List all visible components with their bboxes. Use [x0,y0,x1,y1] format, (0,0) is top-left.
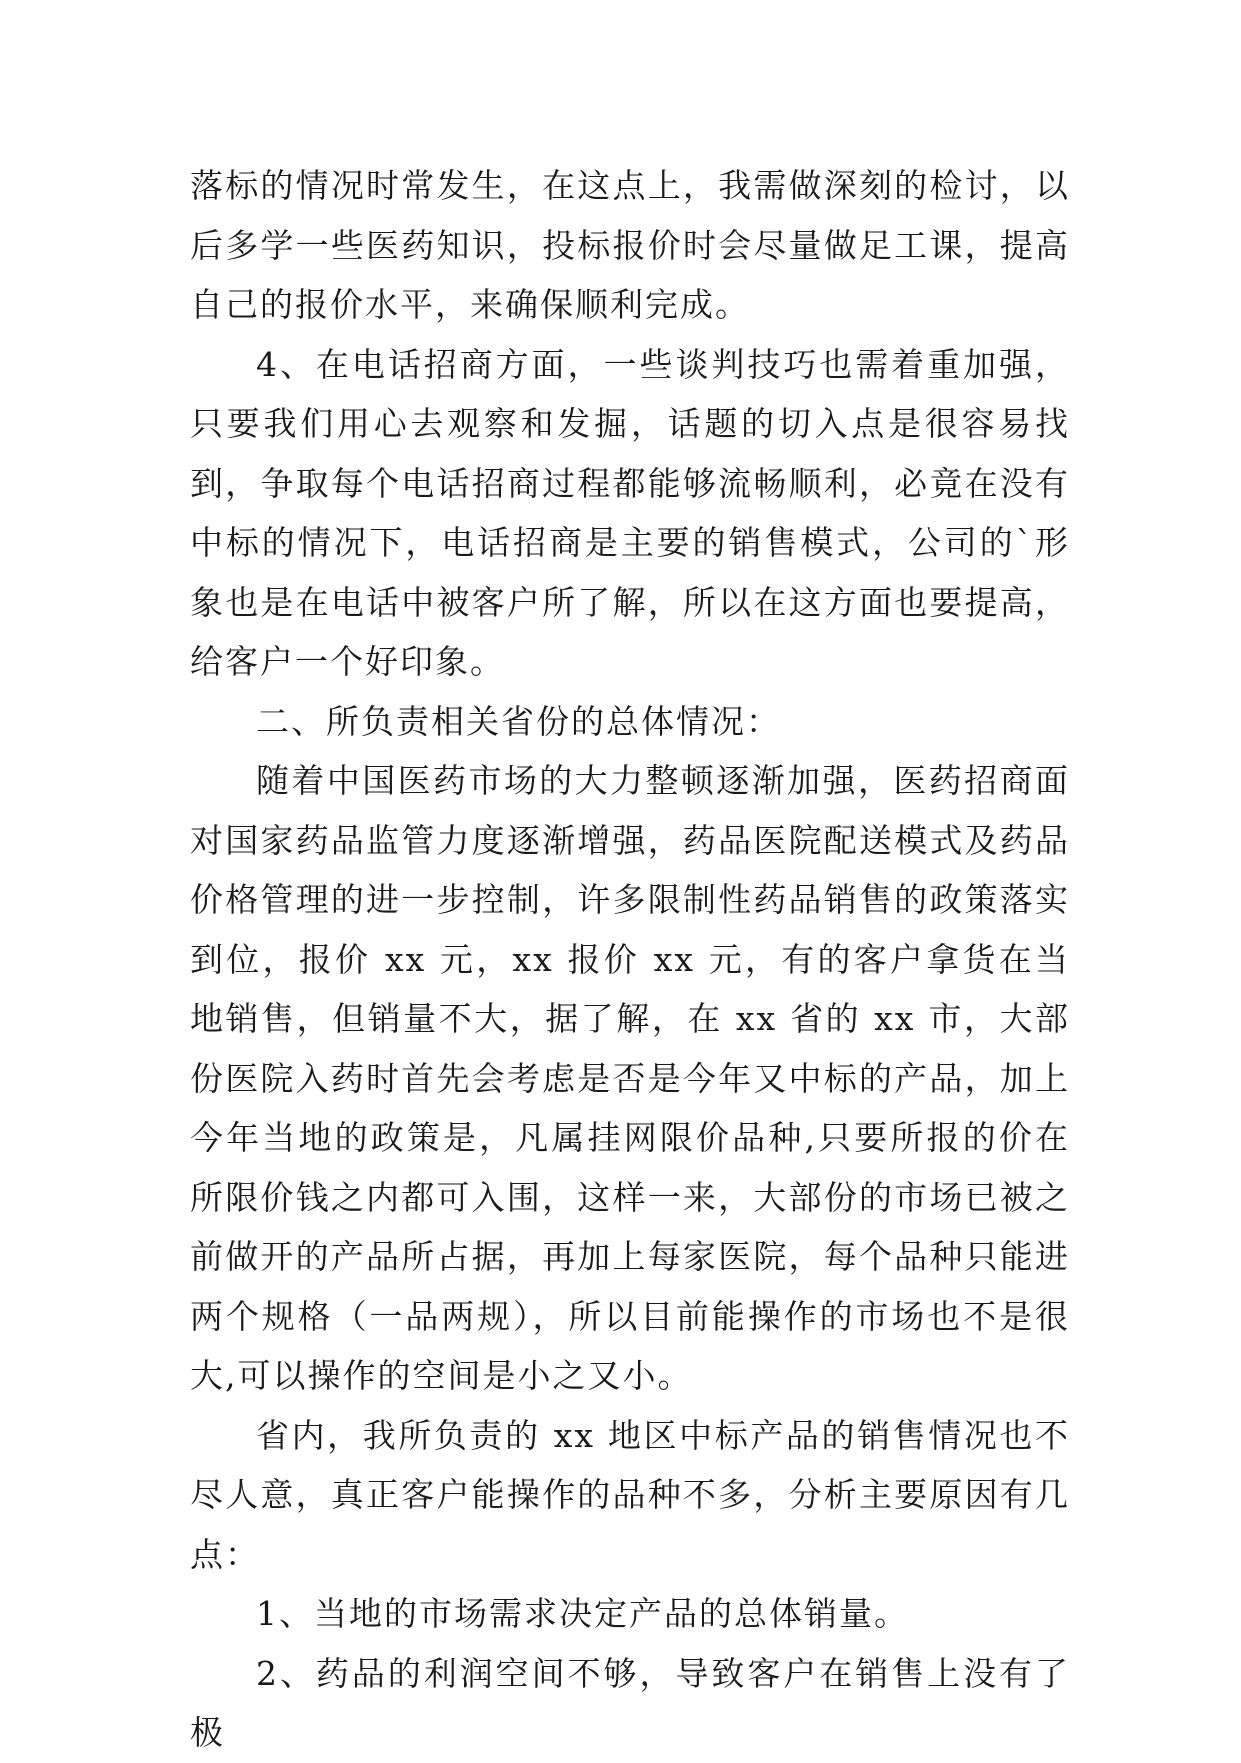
paragraph-bid-failure: 落标的情况时常发生，在这点上，我需做深刻的检讨，以后多学一些医药知识，投标报价时会尽量做足工课，提高自己的报价水平，来确保顺利完成。 [190,166,1070,324]
paragraph-market-overview: 随着中国医药市场的大力整顿逐渐加强，医药招商面对国家药品监管力度逐渐增强，药品医院配送模式及药品价格管理的进一步控制，许多限制性药品销售的政策落实到位，报价 xx 元，xx 报价 xx 元，有的客户拿货在当地销售，但销量不大，据了解，在 xx 省的 xx 市，大部份医院入药时首先会考虑是否是今年又中标的产品，加上今年当地的政策是，凡属挂网限价品种,只要所报的价在所限价钱之内都可入围，这样一来，大部份的市场已被之前做开的产品所占据，再加上每家医院，每个品种只能进两个规格（一品两规），所以目前能操作的市场也不是很大,可以操作的空间是小之又小。 [190,761,1070,1395]
list-item-market-demand: 1、当地的市场需求决定产品的总体销量。 [256,1594,909,1633]
section-heading-provinces: 二、所负责相关省份的总体情况： [256,701,781,741]
list-item-profit-margin: 2、药品的利润空间不够，导致客户在销售上没有了极 [190,1653,1070,1752]
document-body [190,156,1070,1763]
paragraph-local-sales: 省内，我所负责的 xx 地区中标产品的销售情况也不尽人意，真正客户能操作的品种不多，分析主要原因有几点： [190,1415,1070,1574]
paragraph-phone-investment: 4、在电话招商方面，一些谈判技巧也需着重加强，只要我们用心去观察和发掘，话题的切入点是很容易找到，争取每个电话招商过程都能够流畅顺利，必竟在没有中标的情况下，电话招商是主要的销售模式，公司的`形象也是在电话中被客户所了解，所以在这方面也要提高，给客户一个好印象。 [190,344,1070,681]
